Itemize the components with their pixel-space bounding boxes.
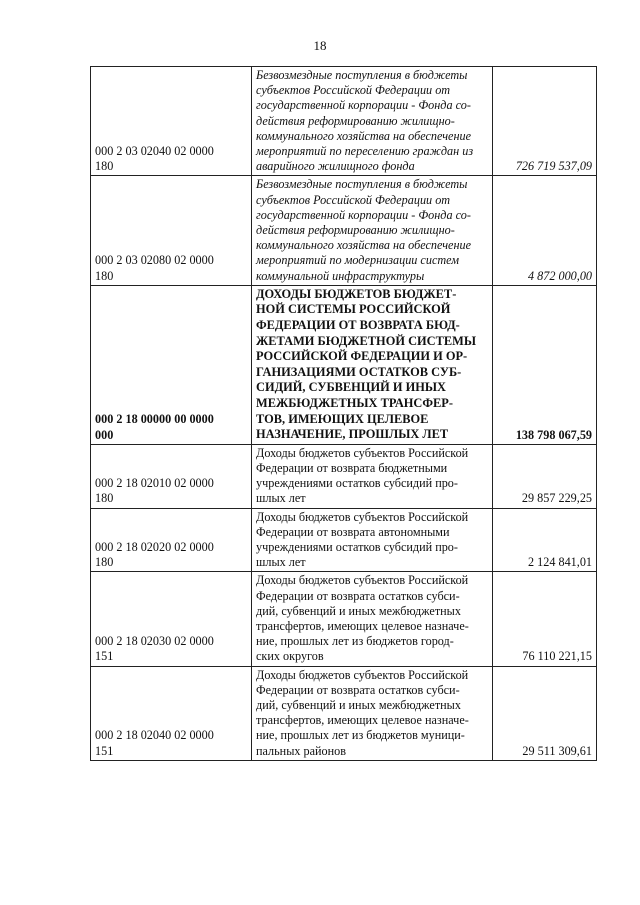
budget-code-line: 000 2 18 02030 02 0000	[95, 634, 214, 649]
revenue-name-line: коммунального хозяйства на обеспечение	[256, 238, 471, 253]
budget-code-cell	[91, 285, 252, 444]
revenue-name-line: учреждениями остатков субсидий про-	[256, 540, 458, 554]
revenue-name-line: Федерации от возврата автономными	[256, 524, 450, 539]
revenue-name-line: аварийного жилищного фонда	[256, 159, 415, 174]
budget-code-cell	[91, 444, 252, 508]
revenue-name-cell	[252, 572, 493, 666]
revenue-name-line: ние, прошлых лет из бюджетов муници-	[256, 728, 465, 743]
revenue-name-line: РОССИЙСКОЙ ФЕДЕРАЦИИ И ОР-	[256, 349, 468, 364]
revenue-name-line: ние, прошлых лет из бюджетов город-	[256, 634, 454, 649]
revenue-name-line: шлых лет	[256, 491, 306, 506]
revenue-name-line: СИДИЙ, СУБВЕНЦИЙ И ИНЫХ	[256, 380, 446, 395]
budget-code-line: 180	[95, 268, 114, 283]
budget-code-line: 000 2 18 00000 00 0000	[95, 412, 214, 427]
revenue-name-line: Доходы бюджетов субъектов Российской	[256, 573, 469, 588]
revenue-name-line: МЕЖБЮДЖЕТНЫХ ТРАНСФЕР-	[256, 396, 453, 410]
revenue-name-line: Доходы бюджетов субъектов Российской	[256, 445, 469, 460]
table-row	[91, 176, 597, 285]
amount-cell: 29 511 309,61	[493, 666, 597, 760]
revenue-table	[90, 66, 597, 761]
budget-code-line: 000	[95, 427, 114, 442]
revenue-name-line: трансфертов, имеющих целевое назначе-	[256, 619, 469, 634]
revenue-name-cell	[252, 666, 493, 760]
table-row	[91, 572, 597, 666]
revenue-name-line: действия реформированию жилищно-	[256, 223, 455, 238]
table-row	[91, 67, 597, 176]
revenue-name-line: коммунальной инфраструктуры	[256, 268, 425, 283]
revenue-name-line: государственной корпорации - Фонда со-	[256, 98, 471, 113]
budget-code-line: 000 2 18 02020 02 0000	[95, 540, 214, 554]
revenue-name-line: ГАНИЗАЦИЯМИ ОСТАТКОВ СУБ-	[256, 364, 462, 379]
amount-cell: 76 110 221,15	[493, 572, 597, 666]
revenue-name-line: коммунального хозяйства на обеспечение	[256, 128, 471, 143]
budget-code-line: 000 2 03 02040 02 0000	[95, 144, 214, 159]
amount-cell: 138 798 067,59	[493, 285, 597, 444]
table-row	[91, 285, 597, 444]
revenue-name-line: субъектов Российской Федерации от	[256, 192, 451, 207]
revenue-name-line: ФЕДЕРАЦИИ ОТ ВОЗВРАТА БЮД-	[256, 318, 460, 333]
revenue-name-line: мероприятий по переселению граждан из	[256, 144, 474, 159]
revenue-name-line: Доходы бюджетов субъектов Российской	[256, 667, 469, 682]
table-row	[91, 444, 597, 508]
revenue-name-cell	[252, 67, 493, 176]
page-number: 18	[313, 38, 327, 53]
revenue-name-line: действия реформированию жилищно-	[256, 113, 455, 128]
revenue-name-line: мероприятий по модернизации систем	[256, 253, 460, 268]
amount-cell: 2 124 841,01	[493, 508, 597, 572]
revenue-name-cell	[252, 285, 493, 444]
table-row	[91, 508, 597, 572]
revenue-name-line: ских округов	[256, 649, 324, 664]
revenue-name-line: НОЙ СИСТЕМЫ РОССИЙСКОЙ	[256, 302, 451, 317]
revenue-name-line: ДОХОДЫ БЮДЖЕТОВ БЮДЖЕТ-	[256, 286, 457, 301]
budget-code-line: 000 2 18 02040 02 0000	[95, 728, 214, 743]
revenue-name-line: НАЗНАЧЕНИЕ, ПРОШЛЫХ ЛЕТ	[256, 427, 449, 442]
amount-cell: 4 872 000,00	[493, 176, 597, 285]
budget-code-cell	[91, 666, 252, 760]
budget-code-cell	[91, 572, 252, 666]
budget-code-line: 000 2 18 02010 02 0000	[95, 476, 214, 491]
revenue-name-line: государственной корпорации - Фонда со-	[256, 207, 471, 222]
revenue-name-cell	[252, 176, 493, 285]
revenue-name-line: Федерации от возврата бюджетными	[256, 460, 448, 475]
revenue-name-cell	[252, 444, 493, 508]
revenue-name-line: учреждениями остатков субсидий про-	[256, 476, 458, 491]
revenue-name-line: ТОВ, ИМЕЮЩИХ ЦЕЛЕВОЕ	[256, 411, 429, 426]
budget-code-line: 180	[95, 159, 114, 174]
budget-code-cell	[91, 67, 252, 176]
revenue-name-line: дий, субвенций и иных межбюджетных	[256, 698, 461, 713]
revenue-name-line: Безвозмездные поступления в бюджеты	[256, 177, 468, 192]
revenue-name-cell	[252, 508, 493, 572]
budget-code-cell	[91, 508, 252, 572]
amount-cell: 726 719 537,09	[493, 67, 597, 176]
table-row	[91, 666, 597, 760]
revenue-name-line: ЖЕТАМИ БЮДЖЕТНОЙ СИСТЕМЫ	[256, 333, 476, 348]
revenue-name-line: пальных районов	[256, 743, 347, 758]
revenue-name-line: субъектов Российской Федерации от	[256, 83, 451, 98]
budget-code-line: 180	[95, 491, 114, 506]
amount-cell: 29 857 229,25	[493, 444, 597, 508]
revenue-name-line: дий, субвенций и иных межбюджетных	[256, 603, 461, 618]
revenue-name-line: Федерации от возврата остатков субси-	[256, 588, 460, 603]
budget-code-line: 151	[95, 649, 114, 664]
revenue-name-line: Безвозмездные поступления в бюджеты	[256, 68, 468, 82]
revenue-name-line: Федерации от возврата остатков субси-	[256, 682, 460, 697]
revenue-name-line: Доходы бюджетов субъектов Российской	[256, 509, 469, 524]
revenue-name-line: трансфертов, имеющих целевое назначе-	[256, 713, 469, 728]
budget-code-line: 180	[95, 555, 114, 570]
revenue-name-line: шлых лет	[256, 555, 306, 570]
budget-code-line: 151	[95, 743, 114, 758]
budget-code-cell	[91, 176, 252, 285]
budget-code-line: 000 2 03 02080 02 0000	[95, 253, 214, 268]
